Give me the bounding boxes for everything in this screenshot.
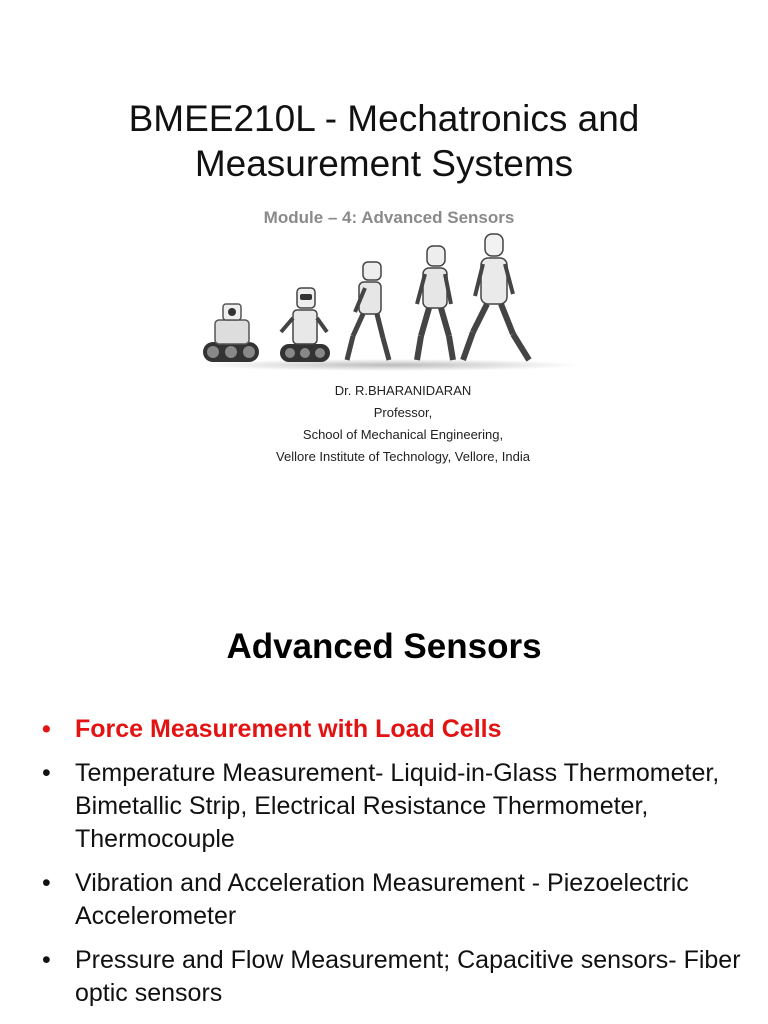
bullet-item: [42, 757, 742, 856]
slide-title: [0, 96, 768, 186]
slide-heading: Advanced Sensors: [226, 627, 542, 666]
bullet-text: Pressure and Flow Measurement; Capacitive sensors- Fiber optic sensors: [75, 946, 741, 1007]
robot-rover-icon: [203, 304, 259, 362]
robot-tracked-icon: [280, 288, 330, 362]
robot-evolution-image: [195, 232, 580, 372]
robot-walker-icon: [347, 262, 389, 360]
bullet-list: [42, 713, 742, 1021]
bullet-text: Temperature Measurement- Liquid-in-Glass Thermometer, Bimetallic Strip, Electrical Resistance Thermometer, Thermocouple: [75, 759, 720, 853]
bullet-icon: •: [42, 869, 51, 897]
bullet-text: Force Measurement with Load Cells: [75, 715, 502, 743]
author-school: School of Mechanical Engineering,: [302, 427, 504, 442]
content-slide: [0, 595, 768, 1024]
author-name: Dr. R.BHARANIDARAN: [334, 383, 472, 398]
bullet-item: [42, 713, 742, 746]
robot-humanoid-icon: [463, 234, 529, 360]
bullet-icon: •: [42, 759, 51, 787]
author-institute: Vellore Institute of Technology, Vellore, India: [276, 449, 530, 464]
bullet-item: [42, 944, 742, 1010]
module-subtitle: Module – 4: Advanced Sensors: [263, 208, 515, 227]
robot-upright-icon: [417, 246, 453, 360]
bullet-item: [42, 867, 742, 933]
bullet-text: Vibration and Acceleration Measurement - Piezoelectric Accelerometer: [75, 869, 689, 930]
slide-title-line2: Measurement Systems: [194, 143, 574, 184]
author-block: [0, 380, 768, 468]
author-role: Professor,: [373, 405, 433, 420]
bullet-icon: •: [42, 946, 51, 974]
slide-title-line1: BMEE210L - Mechatronics and: [128, 98, 640, 139]
bullet-icon: •: [42, 715, 51, 743]
